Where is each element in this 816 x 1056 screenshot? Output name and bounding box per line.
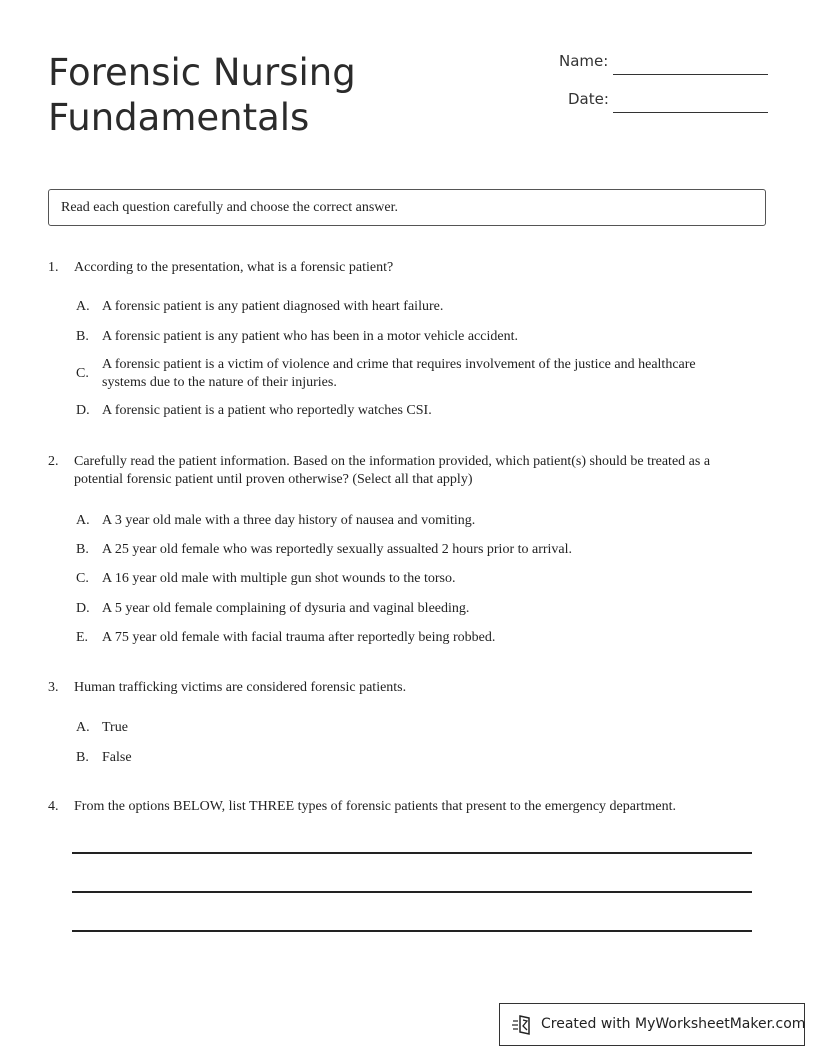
question-text: From the options BELOW, list THREE types of forensic patients that present to the emergency department. bbox=[74, 799, 677, 814]
name-label: Name: bbox=[559, 52, 609, 70]
option-letter: D. bbox=[76, 601, 90, 616]
instructions-box: Read each question carefully and choose the correct answer. bbox=[48, 189, 766, 226]
option-text: A 5 year old female complaining of dysuria and vaginal bleeding. bbox=[102, 601, 470, 616]
name-input-line[interactable] bbox=[613, 74, 768, 75]
question-text: Human trafficking victims are considered forensic patients. bbox=[74, 680, 407, 695]
question-number: 4. bbox=[48, 799, 59, 814]
option-letter: A. bbox=[76, 720, 90, 735]
option-text: A forensic patient is any patient diagnosed with heart failure. bbox=[102, 299, 444, 314]
option-text: False bbox=[102, 750, 132, 765]
option-letter: B. bbox=[76, 329, 89, 344]
question-number: 3. bbox=[48, 680, 59, 695]
date-input-line[interactable] bbox=[613, 112, 768, 113]
option-text: A 3 year old male with a three day history of nausea and vomiting. bbox=[102, 513, 476, 528]
option-letter: B. bbox=[76, 542, 89, 557]
worksheet-maker-logo-icon bbox=[512, 1014, 534, 1036]
option-text: A 25 year old female who was reportedly sexually assualted 2 hours prior to arrival. bbox=[102, 542, 573, 557]
date-label: Date: bbox=[568, 90, 609, 108]
option-letter: C. bbox=[76, 571, 89, 586]
option-letter: E. bbox=[76, 630, 89, 645]
option-text: True bbox=[102, 720, 128, 735]
question-number: 1. bbox=[48, 260, 59, 275]
worksheet-title bbox=[48, 50, 468, 140]
answer-line-3[interactable] bbox=[72, 930, 752, 932]
title-line-2: Fundamentals bbox=[48, 96, 310, 139]
option-letter: B. bbox=[76, 750, 89, 765]
date-field bbox=[568, 90, 609, 108]
option-text: A 16 year old male with multiple gun shot wounds to the torso. bbox=[102, 571, 456, 586]
created-with-badge[interactable] bbox=[499, 1003, 805, 1046]
name-field bbox=[559, 52, 608, 70]
option-letter: A. bbox=[76, 513, 90, 528]
option-text: A forensic patient is a victim of violence and crime that requires involvement of the justice and healthcare systems due to the nature of their injuries. bbox=[102, 357, 696, 390]
option-text: A 75 year old female with facial trauma after reportedly being robbed. bbox=[102, 630, 496, 645]
option-text: A forensic patient is a patient who reportedly watches CSI. bbox=[102, 403, 432, 418]
question-text: Carefully read the patient information. Based on the information provided, which patient(s) should be treated as a potential forensic patient until proven otherwise? (Select all that apply) bbox=[74, 454, 711, 487]
option-letter: C. bbox=[76, 366, 89, 381]
answer-line-2[interactable] bbox=[72, 891, 752, 893]
title-line-1: Forensic Nursing bbox=[48, 51, 356, 94]
question-text: According to the presentation, what is a forensic patient? bbox=[74, 260, 394, 275]
option-letter: D. bbox=[76, 403, 90, 418]
footer-text: Created with MyWorksheetMaker.com bbox=[541, 1016, 806, 1032]
option-text: A forensic patient is any patient who has been in a motor vehicle accident. bbox=[102, 329, 518, 344]
question-number: 2. bbox=[48, 454, 59, 469]
answer-line-1[interactable] bbox=[72, 852, 752, 854]
option-letter: A. bbox=[76, 299, 90, 314]
